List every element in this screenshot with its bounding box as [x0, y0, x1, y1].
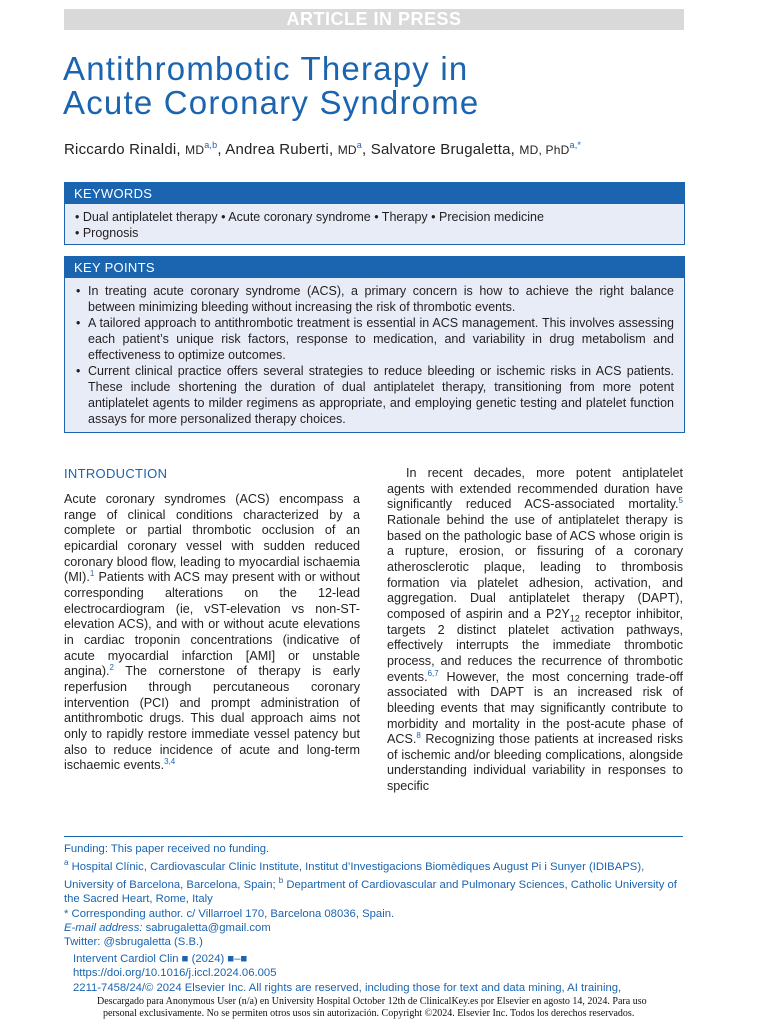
- journal-info: [73, 952, 693, 995]
- footnotes: [64, 842, 689, 950]
- keywords-heading: KEYWORDS: [65, 183, 684, 204]
- author-name: Andrea Ruberti,: [225, 141, 334, 158]
- keywords-line: • Prognosis: [75, 226, 139, 240]
- affiliations-note: $^a$ Hospital Clínic, Cardiovascular Clinic Institute, Institut d’Investigacions Biomèdiques August Pi i Sunyer (IDIBAPS), University of Barcelona, Barcelona, Spain; $^b$ Department of Cardiovascular and Pulmonary Sciences, Catholic University of the Sacred Heart, Rome, Italy: [64, 858, 677, 906]
- author-affiliation-link[interactable]: a,*: [569, 140, 582, 150]
- key-points-heading: KEY POINTS: [65, 257, 684, 278]
- keywords-box: [64, 182, 685, 245]
- introduction-paragraph: Acute coronary syndromes (ACS) encompass a range of clinical conditions characterized by a complete or partial thrombotic occlusion of an epicardial coronary vessel with sudden reduced coronary blood flow, leading to myocardial ischaemia (MI).$^1$ Patients with ACS may present with or without corresponding alterations on the 12-lead electrocardiogram (ie, vST-elevation vs non-ST-elevation ACS), and with or without acute elevations in cardiac troponin concentrations (indicative of acute myocardial infarction [AMI] or unstable angina).$^2$ The cornerstone of therapy is early reperfusion through percutaneous coronary intervention (PCI) and prompt administration of antithrombotic drugs. This dual approach aims not only to rapidly restore immediate vessel patency but also to reduce incidence of acute and long-term ischaemic events.$^{3,4}$: [64, 492, 360, 773]
- introduction-heading: INTRODUCTION: [64, 466, 168, 481]
- author-affiliation-link[interactable]: a,b: [204, 140, 218, 150]
- reference-link[interactable]: 3,4: [164, 756, 176, 766]
- article-in-press-banner: ARTICLE IN PRESS: [64, 9, 684, 30]
- key-points-box: [64, 256, 685, 433]
- author-name: Riccardo Rinaldi,: [64, 141, 181, 158]
- funding-note: Funding: This paper received no funding.: [64, 843, 270, 855]
- copyright-line: 2211-7458/24/© 2024 Elsevier Inc. All rights are reserved, including those for text and data mining, AI training,: [73, 981, 622, 994]
- article-title: [63, 52, 703, 120]
- article-title-line-1: Antithrombotic Therapy in: [63, 50, 469, 87]
- email-note: [64, 921, 689, 935]
- author-name: Salvatore Brugaletta,: [370, 141, 516, 158]
- author-degree: MD: [337, 143, 357, 157]
- author-degree: MD: [185, 143, 205, 157]
- corresponding-author-note: * Corresponding author. c/ Villarroel 170, Barcelona 08036, Spain.: [64, 907, 395, 920]
- email-link[interactable]: sabrugaletta@gmail.com: [142, 922, 271, 935]
- reference-link[interactable]: 2: [109, 663, 114, 673]
- author-affiliation-link[interactable]: a: [356, 140, 362, 150]
- key-points-list: [65, 278, 684, 427]
- reference-link[interactable]: 1: [89, 569, 95, 579]
- keywords-line: • Dual antiplatelet therapy • Acute coronary syndrome • Therapy • Precision medicine: [75, 210, 544, 224]
- author-degree: MD, PhD: [519, 143, 570, 157]
- watermark-line-1: Descargado para Anonymous User (n/a) en University Hospital October 12th de ClinicalKey.es por Elsevier en agosto 14, 2024. Para uso: [97, 996, 647, 1007]
- journal-citation: Intervent Cardiol Clin ■ (2024) ■–■: [73, 953, 248, 965]
- keywords-list: [65, 204, 684, 241]
- key-point-item: • A tailored approach to antithrombotic treatment is essential in ACS management. This involves assessing each patient’s unique risk factors, response to medication, and variability in drug metabolism and effectiveness to optimize outcomes.: [75, 315, 674, 363]
- reference-link[interactable]: 6,7: [427, 668, 439, 678]
- watermark-line-2: personal exclusivamente. No se permiten otros usos sin autorización. Copyright ©2024. Elsevier Inc. Todos los derechos reservados.: [103, 1008, 635, 1019]
- left-column: [64, 466, 360, 774]
- article-title-line-2: Acute Coronary Syndrome: [63, 84, 480, 121]
- key-point-item: • Current clinical practice offers several strategies to reduce bleeding or ischemic risks in ACS patients. These include shortening the duration of dual antiplatelet therapy, transitioning from more potent antiplatelet agents to milder regimens as appropriate, and employing genetic testing and platelet function assays for more personalized therapy choices.: [75, 363, 674, 427]
- reference-link[interactable]: 8: [416, 730, 421, 740]
- key-point-item: • In treating acute coronary syndrome (ACS), a primary concern is how to achieve the right balance between minimizing bleeding without increasing the risk of thrombotic events.: [75, 283, 674, 315]
- twitter-note: Twitter: @sbrugaletta (S.B.): [64, 936, 203, 949]
- reference-link[interactable]: 5: [678, 496, 683, 506]
- introduction-paragraph-continued: In recent decades, more potent antiplatelet agents with extended recommended duration have significantly reduced ACS-associated mortality.$^5$ Rationale behind the use of antiplatelet therapy is based on the pathologic base of ACS whose origin is a rupture, erosion, or fissuring of a coronary atherosclerotic plaque, leading to thrombosis formation via platelet adhesion, activation, and aggregation. Dual antiplatelet therapy (DAPT), composed of aspirin and a $P2Y_{12}$ receptor inhibitor, targets 2 distinct platelet activation pathways, effectively interrupts the immediate thrombotic process, and reduces the recurrence of thrombotic events.$^{6,7}$ However, the most concerning trade-off associated with DAPT is an increased risk of bleeding events that may significantly contribute to morbidity and mortality in the post-acute phase of ACS.$^8$ Recognizing those patients at increased risks of ischemic and/or bleeding complications, alongside understanding individual variability in responses to specific: [387, 466, 683, 794]
- subscript: 12: [569, 613, 580, 624]
- footnote-divider: [64, 836, 683, 837]
- right-column: [387, 466, 683, 795]
- doi-link[interactable]: https://doi.org/10.1016/j.iccl.2024.06.005: [73, 967, 277, 980]
- email-label: E-mail address:: [64, 922, 143, 935]
- download-watermark: [97, 996, 697, 1020]
- author-list: Riccardo Rinaldi, MD$^{a,b}$, Andrea Ruberti, $MD^a$, Salvatore Brugaletta, MD, PhD$^{a,*}$: [64, 140, 582, 158]
